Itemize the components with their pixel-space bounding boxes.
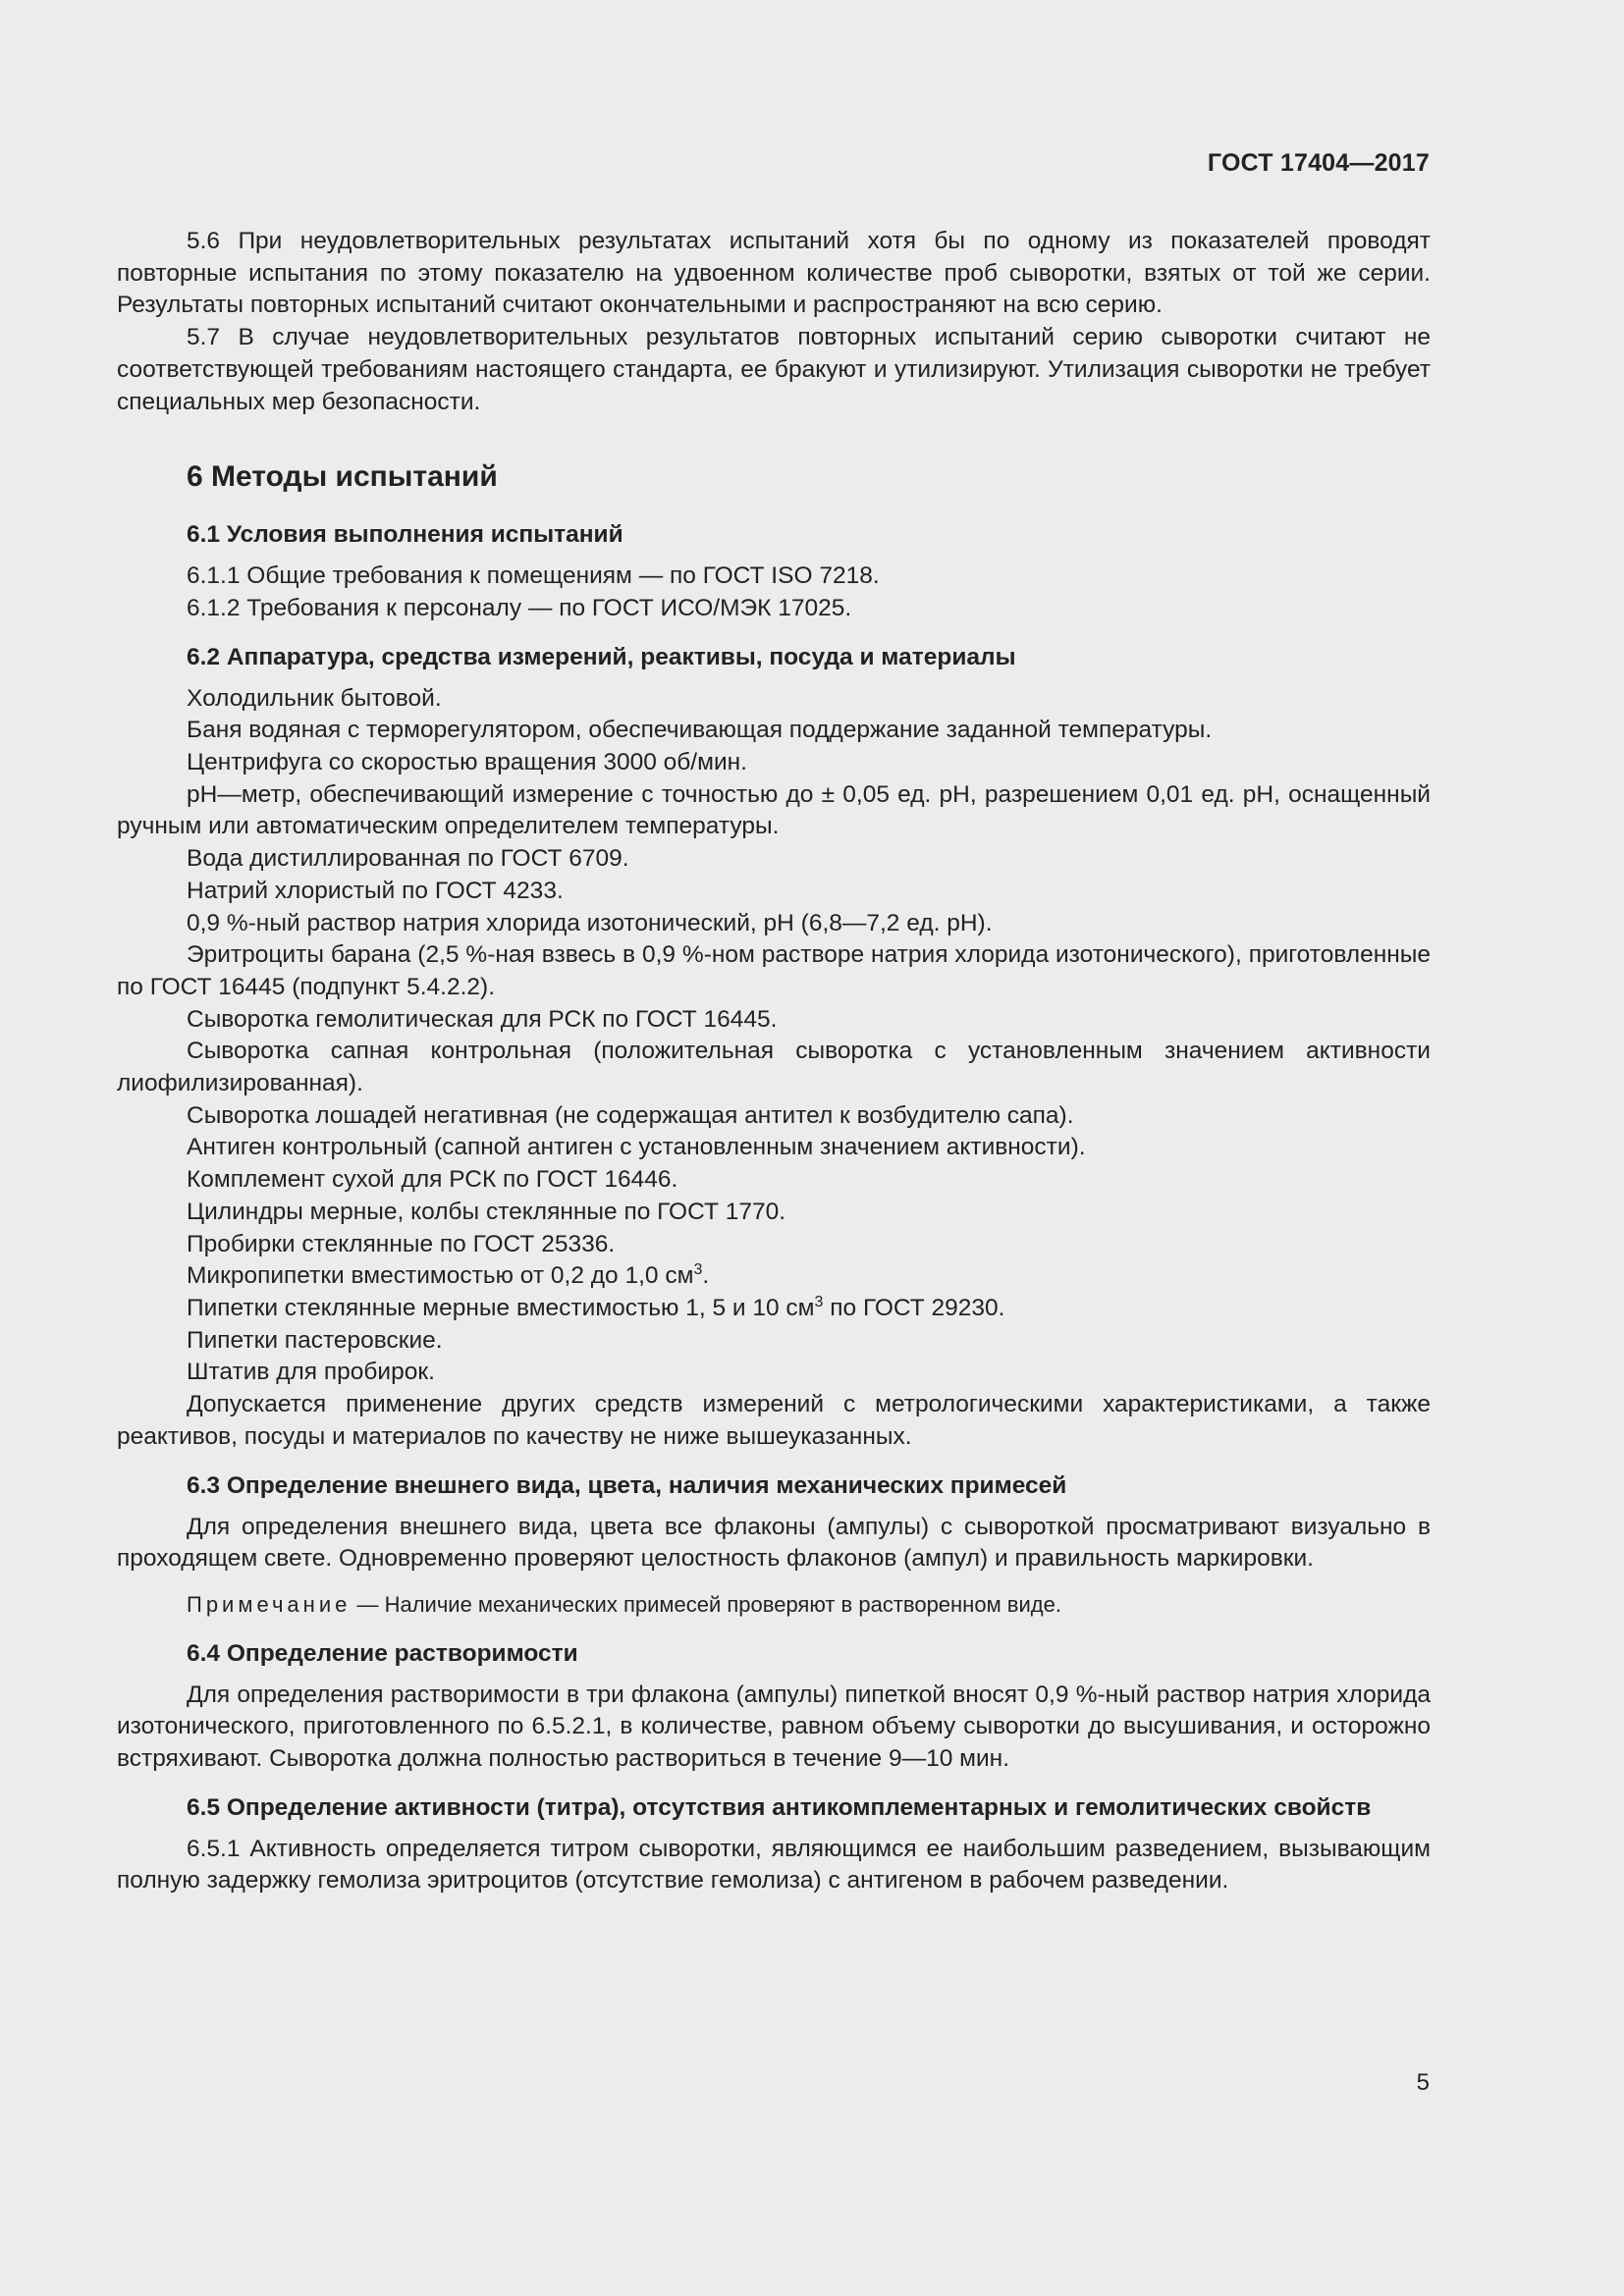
equipment-item: Сыворотка лошадей негативная (не содержащая антител к возбудителю сапа). <box>187 1101 1074 1129</box>
paragraph-6-3: Для определения внешнего вида, цвета все флаконы (ампулы) с сывороткой просматривают визуально в проходящем свете. Одновременно проверяют целостность флаконов (ампул) и правильность маркировки. <box>117 1513 1431 1573</box>
item-6-1-2: 6.1.2 Требования к персоналу — по ГОСТ ИСО/МЭК 17025. <box>187 594 852 621</box>
subsection-6-3-heading: 6.3 Определение внешнего вида, цвета, наличия механических примесей <box>187 1471 1067 1499</box>
subsection-6-2-heading: 6.2 Аппаратура, средства измерений, реактивы, посуда и материалы <box>187 643 1016 670</box>
equipment-item: Натрий хлористый по ГОСТ 4233. <box>187 877 564 904</box>
item-text: Пипетки стеклянные мерные вместимостью 1, 5 и 10 см <box>187 1294 815 1321</box>
equipment-closing-paragraph: Допускается применение других средств измерений с метрологическими характеристиками, а также реактивов, посуды и материалов по качеству не ниже вышеуказанных. <box>117 1391 1431 1450</box>
equipment-item: Сыворотка сапная контрольная (положительная сыворотка с установленным значением активности лиофилизированная). <box>117 1038 1431 1097</box>
item-tail: по ГОСТ 29230. <box>823 1294 1005 1321</box>
note-label: Примечание <box>187 1591 352 1617</box>
paragraph-6-4: Для определения растворимости в три флакона (ампулы) пипеткой вносят 0,9 %-ный раствор натрия хлорида изотонического, приготовленного по 6.5.2.1, в количестве, равном объему сыворотки до высушивания, и осторожно встряхивают. Сыворотка должна полностью раствориться в течение 9—10 мин. <box>117 1681 1431 1773</box>
superscript: 3 <box>693 1261 703 1279</box>
equipment-item: Баня водяная с терморегулятором, обеспечивающая поддержание заданной температуры. <box>187 717 1213 744</box>
equipment-item: Антиген контрольный (сапной антиген с установленным значением активности). <box>187 1134 1086 1161</box>
superscript: 3 <box>814 1293 824 1310</box>
item-text: Микропипетки вместимостью от 0,2 до 1,0 см <box>187 1262 694 1290</box>
equipment-item: Сыворотка гемолитическая для РСК по ГОСТ 16445. <box>187 1005 778 1033</box>
equipment-item-pipettes <box>117 1293 1431 1325</box>
equipment-item: Штатив для пробирок. <box>187 1359 435 1386</box>
equipment-item: Эритроциты барана (2,5 %-ная взвесь в 0,9 %-ном растворе натрия хлорида изотонического), приготовленные по ГОСТ 16445 (подпункт 5.4.2.2). <box>117 941 1431 1000</box>
paragraph-6-5-1: 6.5.1 Активность определяется титром сыворотки, являющимся ее наибольшим разведением, вызывающим полную задержку гемолиза эритроцитов (отсутствие гемолиза) с антигеном в рабочем разведении. <box>117 1835 1431 1895</box>
equipment-item: Пробирки стеклянные по ГОСТ 25336. <box>187 1230 616 1257</box>
section-6-heading: 6 Методы испытаний <box>187 460 498 494</box>
page-number: 5 <box>1416 2069 1430 2096</box>
subsection-6-5-heading: 6.5 Определение активности (титра), отсутствия антикомплементарных и гемолитических свойств <box>187 1793 1372 1821</box>
equipment-item: Комплемент сухой для РСК по ГОСТ 16446. <box>187 1166 678 1194</box>
equipment-item: Вода дистиллированная по ГОСТ 6709. <box>187 845 629 873</box>
item-tail: . <box>702 1262 710 1290</box>
equipment-item-micropipettes <box>117 1260 1431 1293</box>
equipment-item: pH—метр, обеспечивающий измерение с точностью до ± 0,05 ед. pH, разрешением 0,01 ед. pH, оснащенный ручным или автоматическим определителем температуры. <box>117 780 1431 840</box>
note-text: — Наличие механических примесей проверяют в растворенном виде. <box>351 1591 1061 1617</box>
equipment-item: Холодильник бытовой. <box>187 684 442 712</box>
equipment-item: Цилиндры мерные, колбы стеклянные по ГОСТ 1770. <box>187 1198 786 1225</box>
subsection-6-4-heading: 6.4 Определение растворимости <box>187 1639 578 1667</box>
subsection-6-1-heading: 6.1 Условия выполнения испытаний <box>187 521 623 549</box>
paragraph-5-6: 5.6 При неудовлетворительных результатах испытаний хотя бы по одному из показателей проводят повторные испытания по этому показателю на удвоенном количестве проб сыворотки, взятых от той же серии. Результаты повторных испытаний считают окончательными и распространяют на всю серию. <box>117 228 1431 319</box>
document-body <box>117 226 1431 1897</box>
paragraph-5-7: 5.7 В случае неудовлетворительных результатов повторных испытаний серию сыворотки считают не соответствующей требованиям настоящего стандарта, ее бракуют и утилизируют. Утилизация сыворотки не требует специальных мер безопасности. <box>117 324 1431 415</box>
equipment-item: 0,9 %-ный раствор натрия хлорида изотонический, pH (6,8—7,2 ед. pH). <box>187 909 993 936</box>
equipment-item: Центрифуга со скоростью вращения 3000 об/мин. <box>187 749 747 776</box>
item-6-1-1: 6.1.1 Общие требования к помещениям — по ГОСТ ISO 7218. <box>187 562 880 590</box>
document-header: ГОСТ 17404—2017 <box>1207 149 1430 177</box>
note-6-3 <box>117 1589 1431 1622</box>
equipment-item: Пипетки пастеровские. <box>187 1326 443 1354</box>
